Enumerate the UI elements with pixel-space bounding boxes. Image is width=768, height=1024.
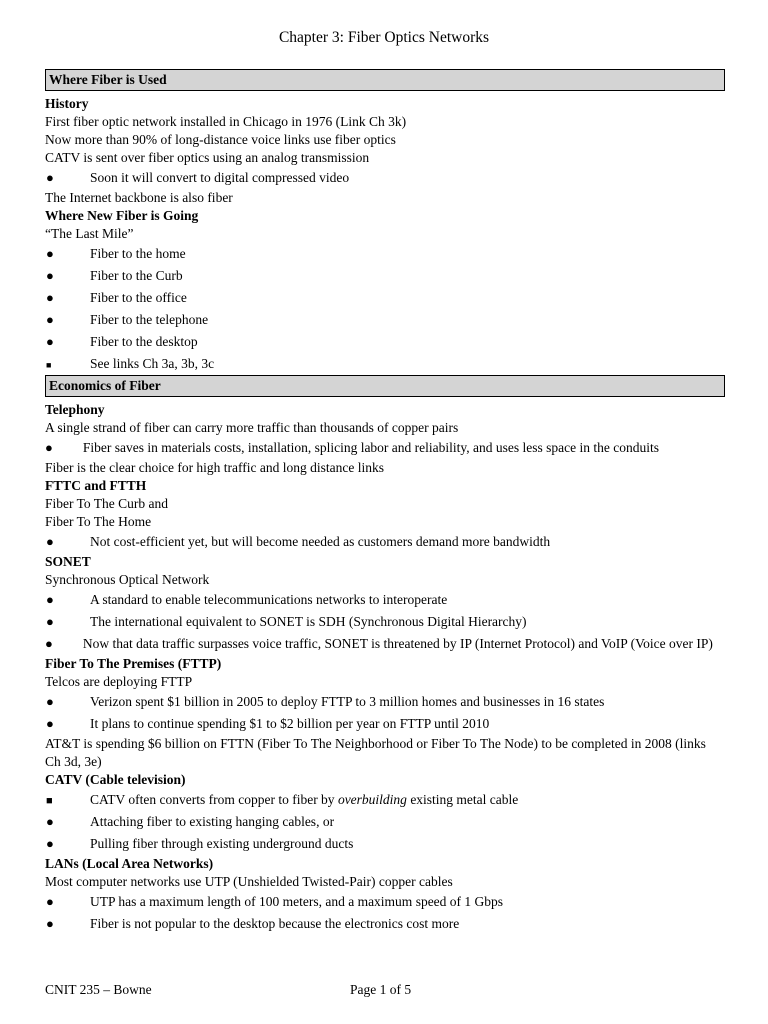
list-item: ● Pulling fiber through existing underground ducts [46,836,354,851]
list-item: ● Attaching fiber to existing hanging cables, or [46,814,335,829]
footer-page-number: Page 1 of 5 [350,982,412,997]
lan-line: Most computer networks use UTP (Unshielded Twisted-Pair) copper cables [45,874,453,889]
section-header-where-fiber-is-used: Where Fiber is Used [45,69,725,91]
list-item: ● The international equivalent to SONET is SDH (Synchronous Digital Hierarchy) [46,614,527,629]
list-item: ● Fiber to the home [46,246,186,261]
bullet-icon: ● [46,312,54,327]
fttp-after: AT&T is spending $6 billion on FTTN (Fiber To The Neighborhood or Fiber To The Node) to be completed in 2008 (links Ch 3d, 3e) [45,736,706,769]
bullet-icon: ● [46,614,54,629]
telephony-after: Fiber is the clear choice for high traffic and long distance links [45,460,385,475]
telephony-line: A single strand of fiber can carry more traffic than thousands of copper pairs [45,420,459,435]
bullet-icon: ● [46,592,54,607]
heading-fttc-ftth: FTTC and FTTH [45,478,147,493]
last-mile-quote: “The Last Mile” [45,226,134,241]
document-body [45,69,725,935]
sonet-line: Synchronous Optical Network [45,572,210,587]
bullet-icon: ● [46,268,54,283]
list-item: ● A standard to enable telecommunications networks to interoperate [46,592,448,607]
list-item: ● Fiber to the desktop [46,334,198,349]
heading-catv: CATV (Cable television) [45,772,186,787]
footer-course: CNIT 235 – Bowne [45,982,152,997]
bullet-icon: ● [46,334,54,349]
bullet-icon: ● [46,716,54,731]
bullet-icon: ● [46,290,54,305]
heading-sonet: SONET [45,554,91,569]
fttc-line: Fiber To The Curb and [45,496,169,511]
list-item: ● Fiber to the Curb [46,268,183,283]
bullet-icon: ● [46,534,54,549]
fttc-line: Fiber To The Home [45,514,152,529]
bullet-icon: ● [46,246,54,261]
history-line: First fiber optic network installed in Chicago in 1976 (Link Ch 3k) [45,114,407,129]
list-item: ● Soon it will convert to digital compressed video [46,170,350,185]
bullet-icon: ● [46,814,54,829]
heading-history: History [45,96,89,111]
list-item: ■ See links Ch 3a, 3b, 3c [45,353,725,375]
history-line: Now more than 90% of long-distance voice links use fiber optics [45,132,396,147]
list-item: ● Fiber to the office [46,290,187,305]
list-item: ● It plans to continue spending $1 to $2 billion per year on FTTP until 2010 [46,716,490,731]
heading-telephony: Telephony [45,402,105,417]
list-item: ■ CATV often converts from copper to fiber by overbuilding existing metal cable [45,789,725,811]
list-item: ● Not cost-efficient yet, but will become needed as customers demand more bandwidth [46,534,551,549]
list-item: ● Fiber to the telephone [46,312,209,327]
section-header-economics-of-fiber: Economics of Fiber [45,375,725,397]
fttp-line: Telcos are deploying FTTP [45,674,193,689]
history-after: The Internet backbone is also fiber [45,190,233,205]
bullet-icon: ● [45,636,53,651]
list-item: ● Fiber is not popular to the desktop because the electronics cost more [46,916,460,931]
list-item: ● Now that data traffic surpasses voice traffic, SONET is threatened by IP (Internet Protocol) and VoIP (Voice over IP) [45,636,713,651]
list-item: ● UTP has a maximum length of 100 meters, and a maximum speed of 1 Gbps [46,894,504,909]
bullet-icon: ● [46,836,54,851]
heading-lans: LANs (Local Area Networks) [45,856,214,871]
history-line: CATV is sent over fiber optics using an analog transmission [45,150,370,165]
list-item: ● Verizon spent $1 billion in 2005 to deploy FTTP to 3 million homes and businesses in 16 states [46,694,605,709]
heading-fttp: Fiber To The Premises (FTTP) [45,656,222,671]
bullet-icon: ● [46,694,54,709]
page-title: Chapter 3: Fiber Optics Networks [278,29,490,46]
bullet-icon: ● [45,440,53,455]
square-bullet-icon: ■ [46,795,53,807]
list-item: ● Fiber saves in materials costs, installation, splicing labor and reliability, and uses less space in the conduits [45,440,659,455]
bullet-icon: ● [46,170,54,185]
bullet-icon: ● [46,894,54,909]
heading-where-new-fiber: Where New Fiber is Going [45,208,199,223]
square-bullet-icon: ■ [46,360,52,370]
bullet-icon: ● [46,916,54,931]
